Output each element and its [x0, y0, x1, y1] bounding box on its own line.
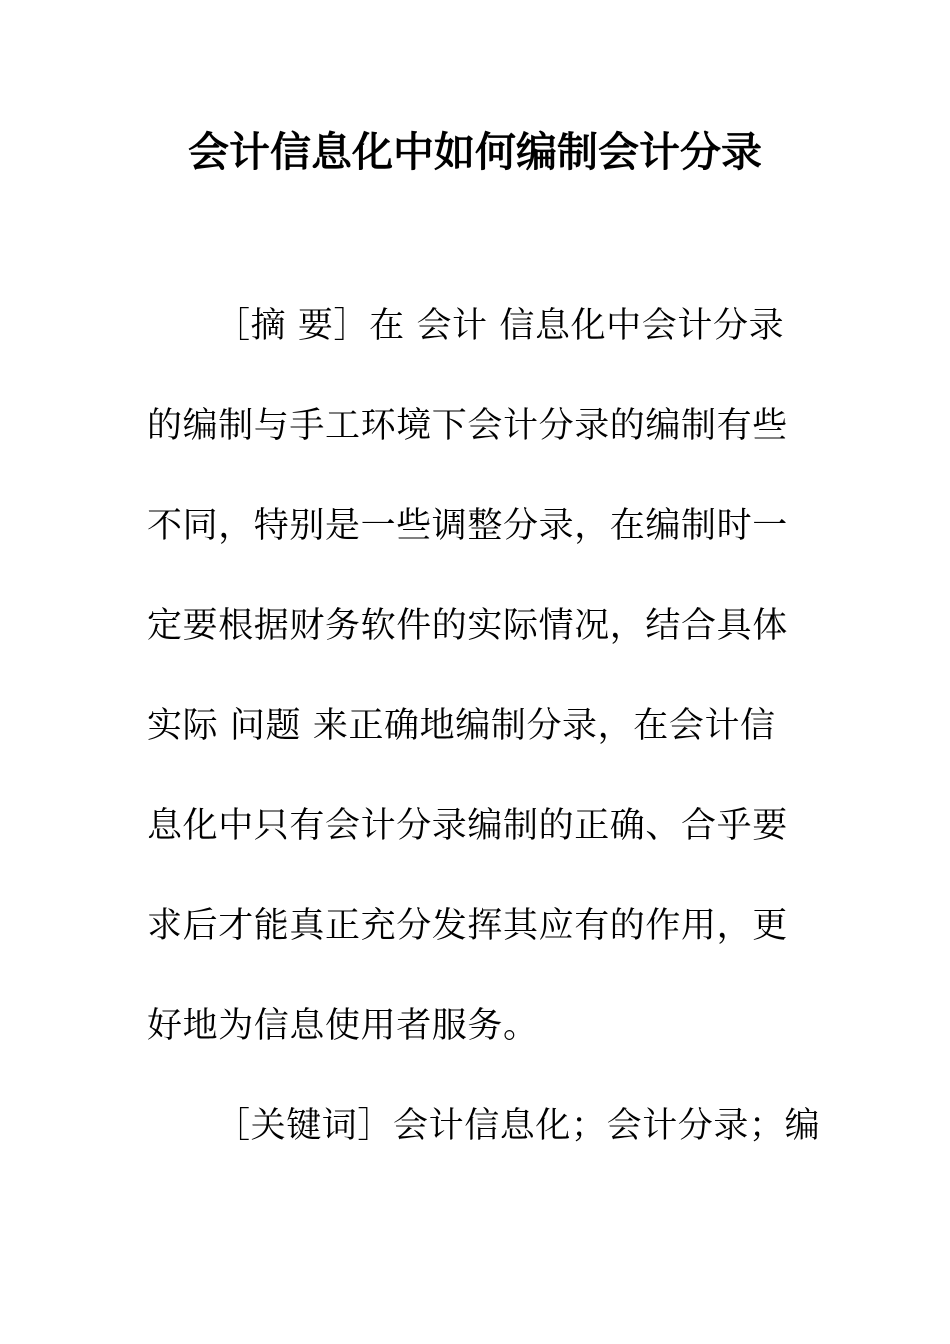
abstract-line-3: 不同，特别是一些调整分录，在编制时一: [147, 506, 788, 546]
abstract-line-6: 息化中只有会计分录编制的正确、合乎要: [147, 806, 788, 846]
document-title: 会计信息化中如何编制会计分录: [188, 128, 762, 176]
abstract-line-4: 定要根据财务软件的实际情况，结合具体: [147, 606, 788, 646]
abstract-line-7: 求后才能真正充分发挥其应有的作用，更: [147, 906, 788, 946]
keywords-line: ［关键词］会计信息化；会计分录；编: [215, 1106, 821, 1146]
abstract-line-2: 的编制与手工环境下会计分录的编制有些: [147, 406, 788, 446]
abstract-line-1: ［摘 要］在 会计 信息化中会计分录: [215, 306, 785, 346]
abstract-line-5: 实际 问题 来正确地编制分录，在会计信: [147, 706, 776, 746]
abstract-line-8: 好地为信息使用者服务。: [147, 1006, 539, 1046]
